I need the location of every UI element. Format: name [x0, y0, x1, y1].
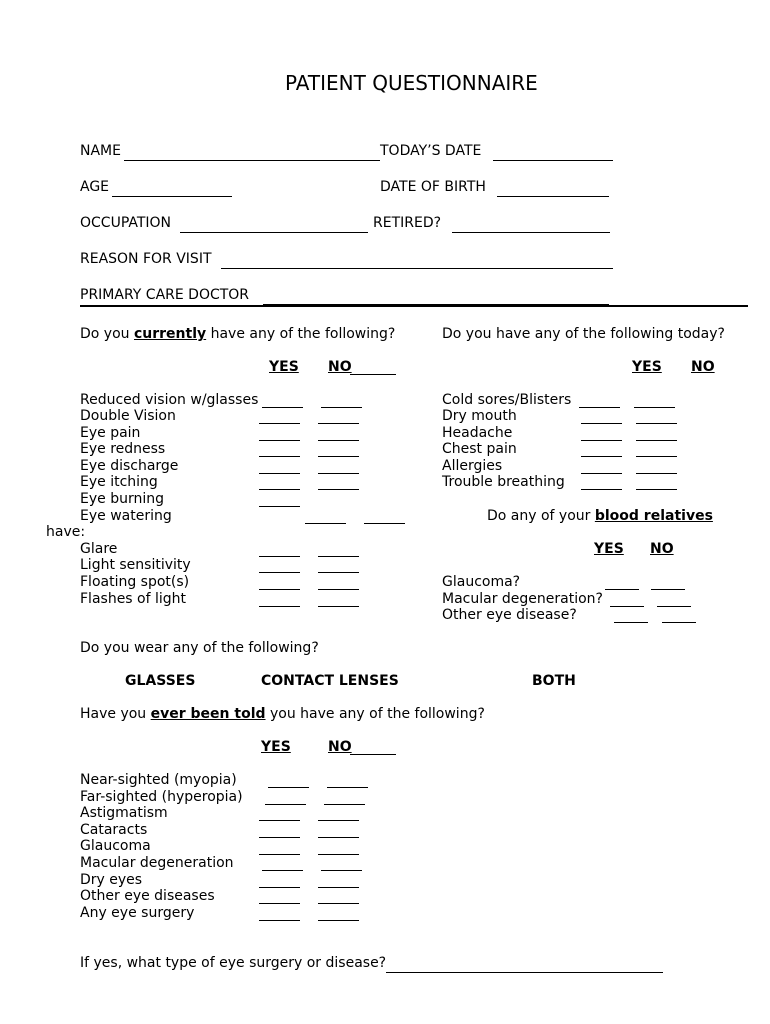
- date-of-birth-field[interactable]: [497, 178, 609, 197]
- yes-blank[interactable]: [259, 506, 300, 507]
- list-item: Eye redness: [80, 441, 166, 457]
- list-item: Eye burning: [80, 491, 164, 507]
- list-item: Cataracts: [80, 822, 148, 838]
- age-label: AGE: [80, 179, 110, 195]
- yes-blank[interactable]: [305, 523, 346, 524]
- current-yes-header: YES: [269, 359, 299, 375]
- list-item: Glare: [80, 541, 118, 557]
- name-label: NAME: [80, 143, 121, 159]
- no-blank[interactable]: [318, 854, 359, 855]
- list-item: Far-sighted (hyperopia): [80, 789, 243, 805]
- todays-date-label: TODAY’S DATE: [380, 143, 482, 159]
- section-divider: [80, 305, 748, 307]
- today-yes-header: YES: [632, 359, 662, 375]
- primary-care-doctor-label: PRIMARY CARE DOCTOR: [80, 287, 250, 303]
- no-blank[interactable]: [324, 804, 365, 805]
- yes-blank[interactable]: [265, 804, 306, 805]
- yes-blank[interactable]: [259, 903, 300, 904]
- list-item: Cold sores/Blisters: [442, 392, 572, 408]
- no-blank[interactable]: [364, 523, 405, 524]
- yes-blank[interactable]: [259, 572, 300, 573]
- yes-blank[interactable]: [259, 837, 300, 838]
- no-blank[interactable]: [636, 489, 677, 490]
- current-no-header: NO: [328, 359, 352, 375]
- yes-blank[interactable]: [259, 887, 300, 888]
- yes-blank[interactable]: [268, 787, 309, 788]
- today-question: Do you have any of the following today?: [442, 326, 725, 342]
- surgery-field[interactable]: [386, 954, 663, 973]
- yes-blank[interactable]: [262, 407, 303, 408]
- no-blank[interactable]: [662, 622, 696, 623]
- no-blank[interactable]: [318, 572, 359, 573]
- option-both[interactable]: BOTH: [532, 673, 576, 689]
- no-blank[interactable]: [318, 489, 359, 490]
- no-blank[interactable]: [636, 473, 677, 474]
- no-blank[interactable]: [318, 837, 359, 838]
- list-item: Dry mouth: [442, 408, 517, 424]
- yes-blank[interactable]: [614, 622, 648, 623]
- occupation-label: OCCUPATION: [80, 215, 172, 231]
- yes-blank[interactable]: [259, 556, 300, 557]
- today-no-header: NO: [691, 359, 715, 375]
- current-question: Do you currently have any of the following?: [80, 326, 396, 342]
- reason-for-visit-label: REASON FOR VISIT: [80, 251, 212, 267]
- yes-blank[interactable]: [581, 423, 622, 424]
- yes-blank[interactable]: [259, 473, 300, 474]
- yes-blank[interactable]: [259, 820, 300, 821]
- header-rule: [350, 374, 396, 375]
- list-item: Astigmatism: [80, 805, 168, 821]
- list-item: Any eye surgery: [80, 905, 195, 921]
- no-blank[interactable]: [657, 606, 691, 607]
- yes-blank[interactable]: [259, 423, 300, 424]
- no-blank[interactable]: [636, 423, 677, 424]
- no-blank[interactable]: [318, 606, 359, 607]
- no-blank[interactable]: [321, 870, 362, 871]
- list-item: Eye watering: [80, 508, 172, 524]
- no-blank[interactable]: [636, 456, 677, 457]
- no-blank[interactable]: [651, 589, 685, 590]
- have-label: have:: [46, 524, 86, 540]
- relatives-question: Do any of your blood relatives: [487, 508, 713, 524]
- list-item: Macular degeneration: [80, 855, 234, 871]
- list-item: Flashes of light: [80, 591, 187, 607]
- header-rule: [350, 754, 396, 755]
- list-item: Eye itching: [80, 474, 158, 490]
- wear-question: Do you wear any of the following?: [80, 640, 319, 656]
- told-yes-header: YES: [261, 739, 291, 755]
- occupation-field[interactable]: [180, 214, 368, 233]
- told-no-header: NO: [328, 739, 352, 755]
- reason-for-visit-field[interactable]: [221, 250, 613, 269]
- yes-blank[interactable]: [581, 440, 622, 441]
- list-item: Other eye diseases: [80, 888, 215, 904]
- retired-field[interactable]: [452, 214, 610, 233]
- no-blank[interactable]: [318, 589, 359, 590]
- list-item: Glaucoma: [80, 838, 151, 854]
- list-item: Double Vision: [80, 408, 176, 424]
- list-item: Floating spot(s): [80, 574, 190, 590]
- yes-blank[interactable]: [259, 606, 300, 607]
- no-blank[interactable]: [318, 820, 359, 821]
- list-item: Light sensitivity: [80, 557, 191, 573]
- no-blank[interactable]: [318, 887, 359, 888]
- list-item: Chest pain: [442, 441, 517, 457]
- no-blank[interactable]: [318, 456, 359, 457]
- list-item: Other eye disease?: [442, 607, 577, 623]
- yes-blank[interactable]: [259, 854, 300, 855]
- yes-blank[interactable]: [605, 589, 639, 590]
- list-item: Glaucoma?: [442, 574, 521, 590]
- todays-date-field[interactable]: [493, 142, 613, 161]
- name-field[interactable]: [124, 142, 380, 161]
- list-item: Dry eyes: [80, 872, 143, 888]
- list-item: Eye discharge: [80, 458, 179, 474]
- yes-blank[interactable]: [581, 473, 622, 474]
- no-blank[interactable]: [321, 407, 362, 408]
- no-blank[interactable]: [318, 440, 359, 441]
- no-blank[interactable]: [318, 556, 359, 557]
- yes-blank[interactable]: [581, 489, 622, 490]
- no-blank[interactable]: [327, 787, 368, 788]
- primary-care-doctor-field[interactable]: [263, 286, 609, 305]
- list-item: Allergies: [442, 458, 503, 474]
- no-blank[interactable]: [318, 920, 359, 921]
- surgery-question: If yes, what type of eye surgery or disease?: [80, 955, 387, 971]
- no-blank[interactable]: [318, 903, 359, 904]
- age-field[interactable]: [112, 178, 232, 197]
- relatives-yes-header: YES: [594, 541, 624, 557]
- yes-blank[interactable]: [259, 589, 300, 590]
- list-item: Near-sighted (myopia): [80, 772, 237, 788]
- no-blank[interactable]: [634, 407, 675, 408]
- yes-blank[interactable]: [581, 456, 622, 457]
- told-question: Have you ever been told you have any of the following?: [80, 706, 485, 722]
- option-glasses[interactable]: GLASSES: [125, 673, 196, 689]
- no-blank[interactable]: [318, 473, 359, 474]
- no-blank[interactable]: [636, 440, 677, 441]
- yes-blank[interactable]: [259, 489, 300, 490]
- yes-blank[interactable]: [259, 440, 300, 441]
- yes-blank[interactable]: [259, 456, 300, 457]
- list-item: Trouble breathing: [442, 474, 565, 490]
- date-of-birth-label: DATE OF BIRTH: [380, 179, 486, 195]
- list-item: Macular degeneration?: [442, 591, 603, 607]
- retired-label: RETIRED?: [373, 215, 442, 231]
- list-item: Headache: [442, 425, 513, 441]
- yes-blank[interactable]: [262, 870, 303, 871]
- list-item: Reduced vision w/glasses: [80, 392, 259, 408]
- option-contact-lenses[interactable]: CONTACT LENSES: [261, 673, 399, 689]
- yes-blank[interactable]: [579, 407, 620, 408]
- relatives-no-header: NO: [650, 541, 674, 557]
- page-title: PATIENT QUESTIONNAIRE: [285, 71, 538, 95]
- yes-blank[interactable]: [259, 920, 300, 921]
- yes-blank[interactable]: [610, 606, 644, 607]
- list-item: Eye pain: [80, 425, 141, 441]
- no-blank[interactable]: [318, 423, 359, 424]
